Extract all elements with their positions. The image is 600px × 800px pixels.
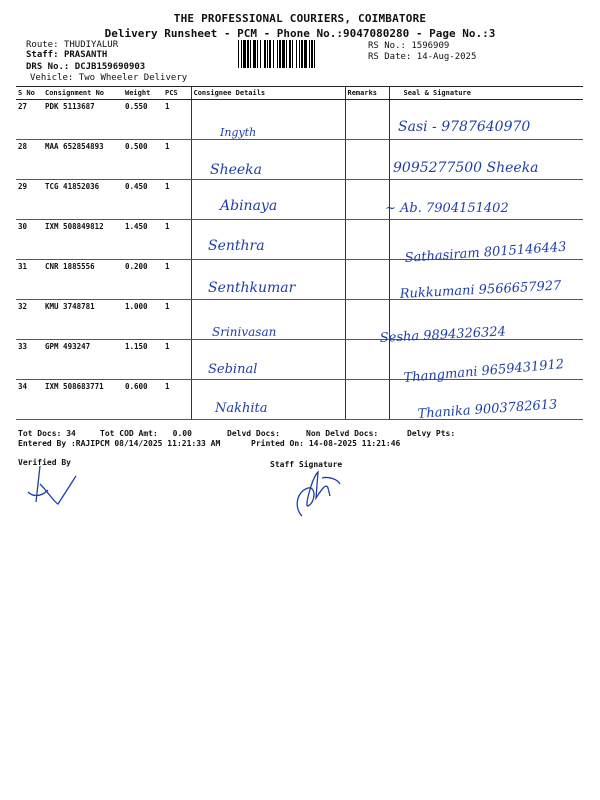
- consignee-handwriting-8: Nakhita: [215, 401, 268, 416]
- rs-date-value: 14-Aug-2025: [416, 52, 477, 62]
- cell-consignment: KMU 3748781: [43, 300, 123, 340]
- consignee-handwriting-5: Senthkumar: [208, 280, 296, 296]
- consignee-handwriting-6: Srinivasan: [212, 325, 277, 339]
- cell-sno: 30: [16, 220, 43, 260]
- col-header-consignee: Consignee Details: [191, 87, 345, 100]
- tot-docs-value: 34: [66, 429, 76, 438]
- cell-weight: 0.200: [123, 260, 163, 300]
- drs-value: DCJB159690903: [74, 62, 146, 72]
- cell-pcs: 1: [163, 100, 191, 140]
- delvy-pts: Delvy Pts:: [407, 429, 456, 438]
- verified-by-label: Verified By: [18, 458, 71, 467]
- cell-sno: 28: [16, 140, 43, 180]
- cell-pcs: 1: [163, 180, 191, 220]
- cell-pcs: 1: [163, 220, 191, 260]
- tot-cod-label: Tot COD Amt:: [100, 429, 158, 438]
- consignee-handwriting-2: Sheeka: [210, 162, 263, 178]
- cell-pcs: 1: [163, 300, 191, 340]
- tot-docs-label: Tot Docs:: [18, 429, 62, 438]
- seal-handwriting-7: Thangmani 9659431912: [403, 357, 565, 386]
- runsheet-subtitle: Delivery Runsheet - PCM - Phone No.:9047080280 - Page No.:3: [104, 27, 496, 40]
- drs-label: DRS No.:: [26, 62, 70, 72]
- cell-sno: 32: [16, 300, 43, 340]
- rs-date-label: RS Date:: [368, 52, 412, 62]
- cell-pcs: 1: [163, 380, 191, 420]
- cell-weight: 1.150: [123, 340, 163, 380]
- cell-weight: 0.550: [123, 100, 163, 140]
- tot-cod-value: 0.00: [172, 429, 192, 438]
- tot-cod: [100, 429, 192, 438]
- cell-weight: 0.450: [123, 180, 163, 220]
- cell-consignment: GPM 493247: [43, 340, 123, 380]
- cell-consignment: PDK 5113687: [43, 100, 123, 140]
- rs-no-value: 1596909: [411, 41, 450, 51]
- seal-handwriting-6: Sesha 9894326324: [379, 324, 507, 346]
- cell-pcs: 1: [163, 260, 191, 300]
- non-delvd-docs: Non Delvd Docs:: [306, 429, 379, 438]
- col-header-remarks: Remarks: [345, 87, 389, 100]
- printed-on: [251, 439, 400, 448]
- cell-consignment: CNR 1885556: [43, 260, 123, 300]
- cell-consignment: TCG 41852036: [43, 180, 123, 220]
- cell-weight: 1.000: [123, 300, 163, 340]
- col-header-weight: Weight: [123, 87, 163, 100]
- vehicle-label: Vehicle:: [30, 73, 74, 83]
- printed-on-label: Printed On:: [251, 439, 304, 448]
- staff-signature-label: Staff Signature: [270, 460, 343, 469]
- seal-handwriting-3: ~ Ab. 7904151402: [385, 201, 509, 216]
- col-header-pcs: PCS: [163, 87, 191, 100]
- entered-by-value: RAJIPCM 08/14/2025 11:21:33 AM: [75, 439, 221, 448]
- consignee-handwriting-4: Senthra: [208, 238, 265, 254]
- cell-weight: 0.600: [123, 380, 163, 420]
- consignee-handwriting-3: Abinaya: [220, 198, 278, 214]
- entered-by-label: Entered By :: [18, 439, 76, 448]
- col-header-seal: Seal & Signature: [389, 87, 583, 100]
- cell-weight: 1.450: [123, 220, 163, 260]
- cell-pcs: 1: [163, 340, 191, 380]
- route-label: Route:: [26, 40, 59, 50]
- verified-by-signature: [18, 462, 88, 510]
- cell-sno: 27: [16, 100, 43, 140]
- entered-by: [18, 439, 220, 448]
- cell-sno: 34: [16, 380, 43, 420]
- cell-pcs: 1: [163, 140, 191, 180]
- seal-handwriting-4: Sathasiram 8015146443: [404, 239, 567, 266]
- cell-consignment: MAA 652854893: [43, 140, 123, 180]
- route-value: THUDIYALUR: [63, 40, 119, 50]
- col-header-consignment: Consignment No: [43, 87, 123, 100]
- seal-handwriting-5: Rukkumani 9566657927: [399, 278, 562, 302]
- seal-handwriting-2: 9095277500 Sheeka: [393, 160, 539, 176]
- cell-consignment: IXM 508849812: [43, 220, 123, 260]
- company-title: THE PROFESSIONAL COURIERS, COIMBATORE: [173, 12, 427, 25]
- printed-on-value: 14-08-2025 11:21:46: [308, 439, 401, 448]
- cell-sno: 29: [16, 180, 43, 220]
- cell-sno: 31: [16, 260, 43, 300]
- seal-handwriting-1: Sasi - 9787640970: [398, 119, 531, 135]
- cell-weight: 0.500: [123, 140, 163, 180]
- staff-signature: [286, 468, 356, 524]
- tot-docs: [18, 429, 76, 438]
- seal-handwriting-8: Thanika 9003782613: [417, 397, 558, 422]
- staff-value: PRASANTH: [63, 50, 108, 60]
- consignee-handwriting-1: Ingyth: [220, 126, 257, 139]
- col-header-sno: S No: [16, 87, 43, 100]
- cell-consignment: IXM 508683771: [43, 380, 123, 420]
- cell-sno: 33: [16, 340, 43, 380]
- rs-no-label: RS No.:: [368, 41, 406, 51]
- consignee-handwriting-7: Sebinal: [208, 362, 258, 377]
- staff-label: Staff:: [26, 50, 59, 60]
- delvd-docs: Delvd Docs:: [227, 429, 280, 438]
- vehicle-value: Two Wheeler Delivery: [78, 73, 188, 83]
